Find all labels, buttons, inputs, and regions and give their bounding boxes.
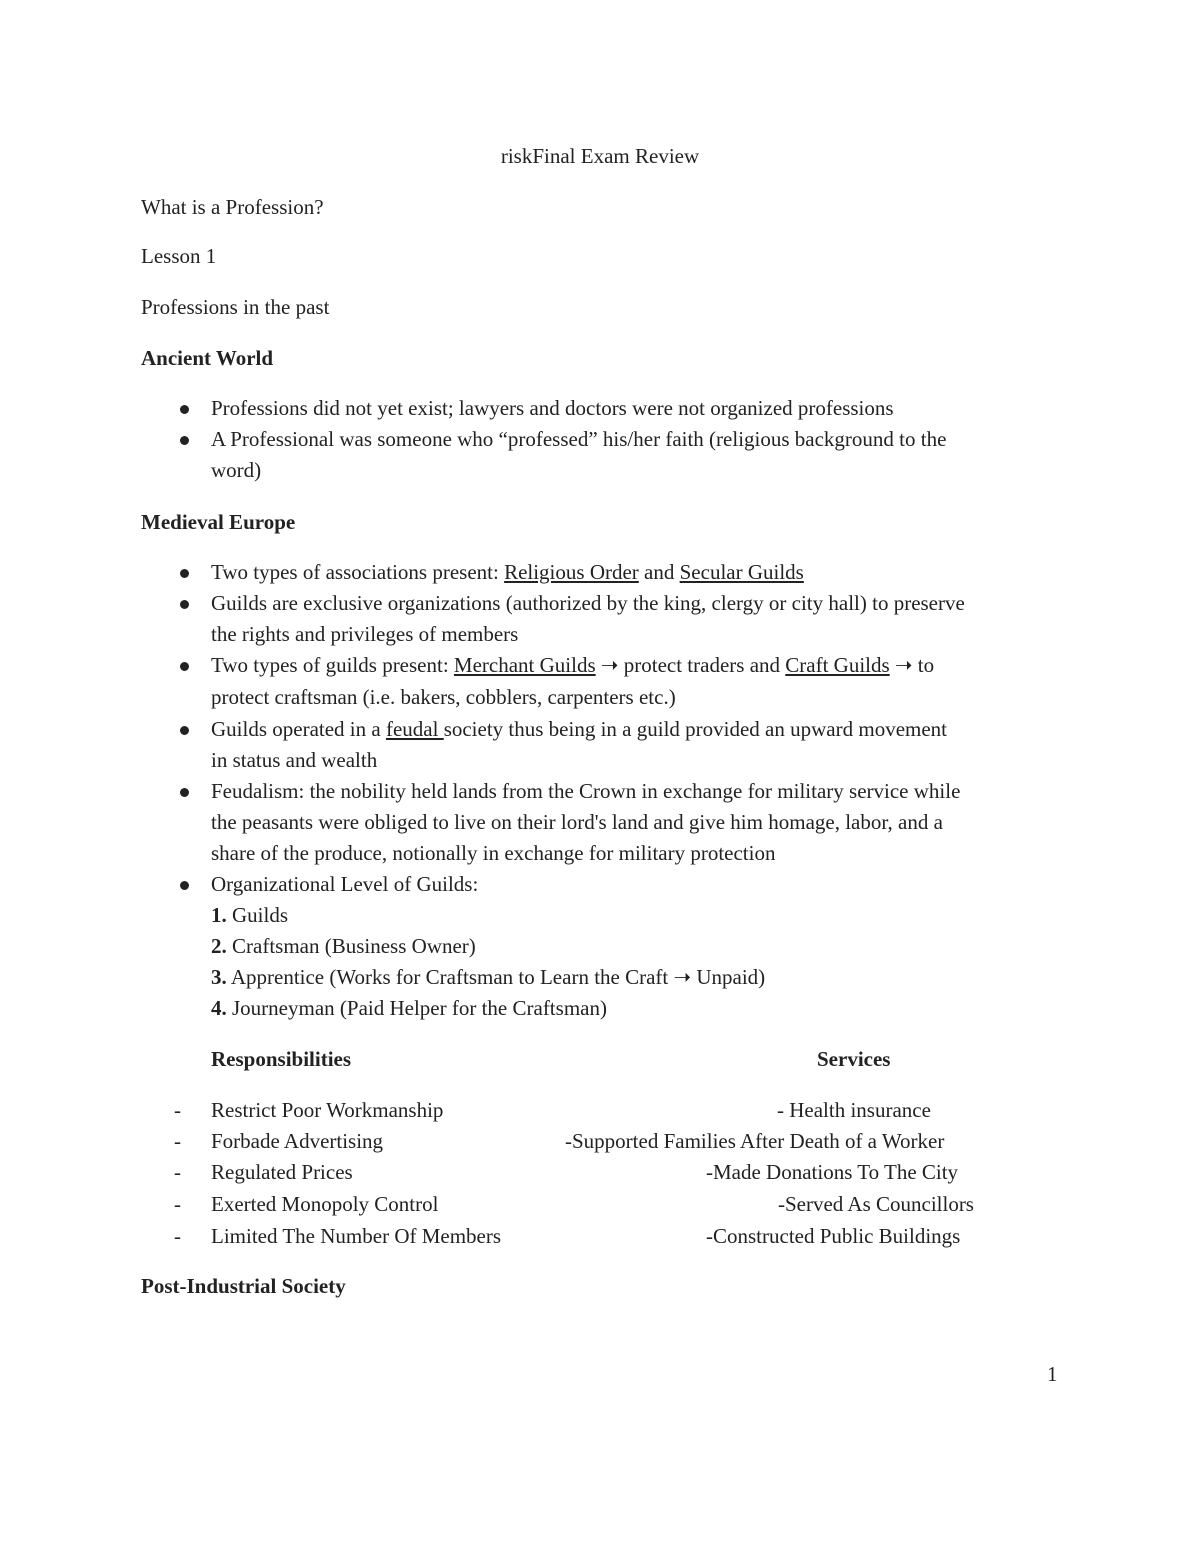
heading-services: Services — [817, 1047, 891, 1071]
service-item: -Constructed Public Buildings — [706, 1224, 961, 1248]
ancient-bullet-2-line-2: word) — [211, 458, 262, 482]
lesson-label: Lesson 1 — [141, 244, 217, 268]
medieval-bullet-1 — [211, 557, 804, 588]
level-item — [211, 993, 607, 1024]
level-number: 1. — [211, 903, 227, 927]
page-number: 1 — [1047, 1362, 1058, 1386]
level-text: Journeyman (Paid Helper for the Craftsman) — [226, 996, 607, 1020]
level-number: 3. — [211, 965, 227, 989]
heading-post-industrial-society: Post-Industrial Society — [141, 1274, 346, 1298]
bullet-icon — [180, 881, 189, 890]
question-line: What is a Profession? — [141, 195, 324, 219]
level-text: Guilds — [226, 903, 289, 927]
bullet-icon — [180, 436, 189, 445]
medieval-bullet-5-line-1: Feudalism: the nobility held lands from the Crown in exchange for military service while — [211, 779, 961, 803]
medieval-bullet-4-line-1 — [211, 714, 947, 745]
ancient-bullet-1: Professions did not yet exist; lawyers and doctors were not organized professions — [211, 396, 894, 420]
ancient-bullet-2-line-1: A Professional was someone who “professed” his/her faith (religious background to the — [211, 427, 947, 451]
dash-marker: - — [174, 1224, 181, 1248]
bullet-icon — [180, 569, 189, 578]
bullet-icon — [180, 788, 189, 797]
underlined-term: feudal — [385, 717, 444, 741]
medieval-bullet-4-line-2: in status and wealth — [211, 748, 378, 772]
responsibility-item: Limited The Number Of Members — [211, 1224, 502, 1248]
underlined-term: Religious Order — [504, 560, 639, 584]
level-number: 4. — [211, 996, 227, 1020]
text-run: Two types of associations present: — [211, 560, 505, 584]
medieval-bullet-3-line-2: protect craftsman (i.e. bakers, cobblers, carpenters etc.) — [211, 685, 676, 709]
level-item — [211, 900, 288, 931]
medieval-bullet-2-line-1: Guilds are exclusive organizations (authorized by the king, clergy or city hall) to preserve — [211, 591, 965, 615]
medieval-bullet-5-line-2: the peasants were obliged to live on their lord's land and give him homage, labor, and a — [211, 810, 943, 834]
text-run: and — [638, 560, 680, 584]
underlined-term: Craft Guilds — [785, 653, 890, 677]
underlined-term: Secular Guilds — [679, 560, 804, 584]
responsibility-item: Forbade Advertising — [211, 1129, 384, 1153]
text-run: ➝ to — [889, 653, 935, 677]
responsibility-item: Restrict Poor Workmanship — [211, 1098, 444, 1122]
service-item: -Made Donations To The City — [706, 1160, 959, 1184]
bullet-icon — [180, 600, 189, 609]
heading-medieval-europe: Medieval Europe — [141, 510, 296, 534]
responsibility-item: Regulated Prices — [211, 1160, 353, 1184]
dash-marker: - — [174, 1160, 181, 1184]
bullet-icon — [180, 405, 189, 414]
service-item: - Health insurance — [777, 1098, 931, 1122]
responsibility-item: Exerted Monopoly Control — [211, 1192, 439, 1216]
text-run: society thus being in a guild provided an upward movement — [443, 717, 948, 741]
bullet-icon — [180, 662, 189, 671]
medieval-bullet-6: Organizational Level of Guilds: — [211, 872, 479, 896]
dash-marker: - — [174, 1098, 181, 1122]
service-item: -Supported Families After Death of a Worker — [565, 1129, 945, 1153]
section-intro: Professions in the past — [141, 295, 330, 319]
text-run: ➝ protect traders and — [595, 653, 786, 677]
level-text: Craftsman (Business Owner) — [226, 934, 476, 958]
level-item — [211, 962, 765, 993]
text-run: Guilds operated in a — [211, 717, 386, 741]
heading-ancient-world: Ancient World — [141, 346, 274, 370]
service-item: -Served As Councillors — [778, 1192, 974, 1216]
text-run: Two types of guilds present: — [211, 653, 454, 677]
heading-responsibilities: Responsibilities — [211, 1047, 352, 1071]
dash-marker: - — [174, 1192, 181, 1216]
level-number: 2. — [211, 934, 227, 958]
medieval-bullet-2-line-2: the rights and privileges of members — [211, 622, 519, 646]
medieval-bullet-3-line-1 — [211, 650, 934, 681]
document-title: riskFinal Exam Review — [500, 144, 700, 168]
medieval-bullet-5-line-3: share of the produce, notionally in exchange for military protection — [211, 841, 776, 865]
level-item — [211, 931, 476, 962]
underlined-term: Merchant Guilds — [453, 653, 596, 677]
dash-marker: - — [174, 1129, 181, 1153]
level-text: Apprentice (Works for Craftsman to Learn the Craft ➝ Unpaid) — [226, 965, 766, 989]
bullet-icon — [180, 726, 189, 735]
